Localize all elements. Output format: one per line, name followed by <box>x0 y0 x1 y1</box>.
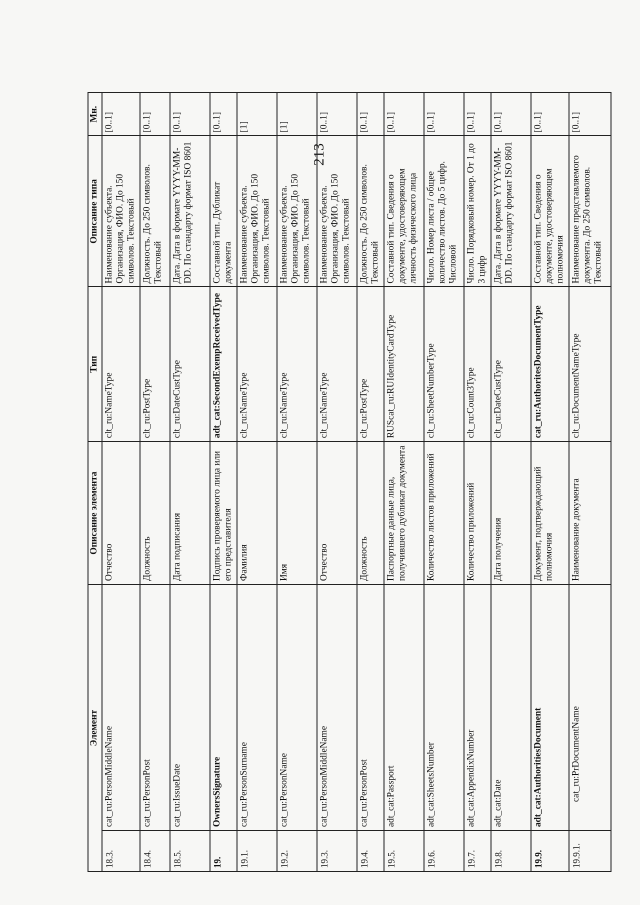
cell-element: cat_ru:PersonMiddleName <box>317 585 357 831</box>
cell-multiplicity: [1] <box>237 93 277 136</box>
cell-multiplicity: [0..1] <box>317 93 357 136</box>
header-type: Тип <box>88 287 102 442</box>
cell-multiplicity: [0..1] <box>357 93 384 136</box>
cell-type-desc: Наименование субъекта. Организация, ФИО. До 150 символов. Текстовый <box>317 136 357 287</box>
cell-element: OwnersSignature <box>210 585 237 831</box>
cell-number: 19.8. <box>491 831 531 872</box>
header-element-desc: Описание элемента <box>88 442 102 585</box>
cell-type: clt_ru:SheetNumberType <box>424 287 464 442</box>
cell-type: clt_ru:NameType <box>102 287 140 442</box>
cell-multiplicity: [0..1] <box>424 93 464 136</box>
cell-number: 19.9. <box>531 831 569 872</box>
cell-number: 19.6. <box>424 831 464 872</box>
cell-number: 19.4. <box>357 831 384 872</box>
cell-type: clt_ru:Count3Type <box>464 287 491 442</box>
table-row <box>277 93 317 872</box>
cell-element-desc: Количество приложений <box>464 442 491 585</box>
cell-type-desc: Составной тип. Сведения о документе, удостоверяющем личность физического лица <box>384 136 424 287</box>
cell-number: 19.3. <box>317 831 357 872</box>
table-row <box>357 93 384 872</box>
table-row <box>102 93 140 872</box>
cell-number: 18.3. <box>102 831 140 872</box>
cell-number: 19.1. <box>237 831 277 872</box>
cell-element-desc: Документ, подтверждающий полномочия <box>531 442 569 585</box>
cell-type: clt_ru:DocumentNameType <box>569 287 611 442</box>
cell-type: adt_cat:SecondExempReceivedType <box>210 287 237 442</box>
cell-element: cat_ru:IssueDate <box>170 585 210 831</box>
table-row <box>384 93 424 872</box>
cell-element: adt_cat:SheetsNumber <box>424 585 464 831</box>
cell-element-desc: Паспортные данные лица, получившего дубликат документа <box>384 442 424 585</box>
table-row <box>237 93 277 872</box>
cell-number: 18.5. <box>170 831 210 872</box>
cell-element-desc: Наименование документа <box>569 442 611 585</box>
cell-number: 19.7. <box>464 831 491 872</box>
cell-element: cat_ru:PersonPost <box>140 585 170 831</box>
cell-multiplicity: [1] <box>277 93 317 136</box>
header-type-desc: Описание типа <box>88 136 102 287</box>
header-multiplicity: Мн. <box>88 93 102 136</box>
table-row <box>140 93 170 872</box>
schema-table <box>88 92 612 872</box>
cell-multiplicity: [0..1] <box>384 93 424 136</box>
cell-type-desc: Должность. До 250 символов. Текстовый <box>140 136 170 287</box>
table-row <box>491 93 531 872</box>
cell-number: 19.5. <box>384 831 424 872</box>
cell-type-desc: Составной тип. Дубликат документа <box>210 136 237 287</box>
cell-element-desc: Дата получения <box>491 442 531 585</box>
cell-element-desc: Фамилия <box>237 442 277 585</box>
cell-type-desc: Наименование представляемого документа. До 250 символов. Текстовый <box>569 136 611 287</box>
cell-type-desc: Составной тип. Сведения о документе, удостоверяющем полномочия <box>531 136 569 287</box>
cell-element: adt_cat:AuthoritiesDocument <box>531 585 569 831</box>
cell-type-desc: Число. Порядковый номер. От 1 до 3 цифр <box>464 136 491 287</box>
cell-element-desc: Количество листов приложений <box>424 442 464 585</box>
cell-multiplicity: [0..1] <box>140 93 170 136</box>
cell-type-desc: Число. Номер листа / общее количество листов. До 5 цифр. Числовой <box>424 136 464 287</box>
table-row <box>464 93 491 872</box>
cell-element-desc: Имя <box>277 442 317 585</box>
cell-type: clt_ru:NameType <box>237 287 277 442</box>
cell-number: 19. <box>210 831 237 872</box>
cell-element: cat_ru:PersonSurname <box>237 585 277 831</box>
cell-type: cat_ru:AuthoritesDocumentType <box>531 287 569 442</box>
cell-type: clt_ru:PostType <box>140 287 170 442</box>
cell-element: cat_ru:PrDocumentName <box>569 585 611 831</box>
cell-element: adt_cat:Date <box>491 585 531 831</box>
table-row <box>170 93 210 872</box>
table-row <box>569 93 611 872</box>
table-row <box>531 93 569 872</box>
cell-multiplicity: [0..1] <box>170 93 210 136</box>
table-row <box>424 93 464 872</box>
cell-element-desc: Отчество <box>102 442 140 585</box>
cell-type: clt_ru:NameType <box>317 287 357 442</box>
cell-multiplicity: [0..1] <box>531 93 569 136</box>
cell-type-desc: Должность. До 250 символов. Текстовый <box>357 136 384 287</box>
cell-number: 19.2. <box>277 831 317 872</box>
cell-element-desc: Должность <box>357 442 384 585</box>
cell-type: clt_ru:NameType <box>277 287 317 442</box>
cell-element-desc: Подпись проверяемого лица или его представителя <box>210 442 237 585</box>
table-header-row <box>88 93 102 872</box>
cell-type: clt_ru:DateCustType <box>170 287 210 442</box>
cell-type: clt_ru:DateCustType <box>491 287 531 442</box>
cell-element: adt_cat:AppendixNumber <box>464 585 491 831</box>
cell-element: cat_ru:PersonMiddleName <box>102 585 140 831</box>
table-row <box>317 93 357 872</box>
page-number: 213 <box>311 143 328 166</box>
cell-multiplicity: [0..1] <box>569 93 611 136</box>
cell-type-desc: Дата. Дата в формате YYYY-MM-DD. По стандарту формат ISO 8601 <box>170 136 210 287</box>
cell-element: cat_ru:PersonName <box>277 585 317 831</box>
cell-number: 18.4. <box>140 831 170 872</box>
cell-element: cat_ru:PersonPost <box>357 585 384 831</box>
cell-type-desc: Наименование субъекта. Организация, ФИО. До 150 символов. Текстовый <box>102 136 140 287</box>
cell-multiplicity: [0..1] <box>491 93 531 136</box>
header-element: Элемент <box>88 585 102 872</box>
cell-element-desc: Отчество <box>317 442 357 585</box>
cell-number: 19.9.1. <box>569 831 611 872</box>
cell-type: RUScat_ru:RUIdentityCardType <box>384 287 424 442</box>
table-row <box>210 93 237 872</box>
cell-type-desc: Наименование субъекта. Организация, ФИО. До 150 символов. Текстовый <box>277 136 317 287</box>
rotated-table-container <box>88 92 604 872</box>
cell-type-desc: Дата. Дата в формате YYYY-MM-DD. По стандарту формат ISO 8601 <box>491 136 531 287</box>
cell-multiplicity: [0..1] <box>102 93 140 136</box>
cell-type-desc: Наименование субъекта. Организация, ФИО. До 150 символов. Текстовый <box>237 136 277 287</box>
cell-type: clt_ru:PostType <box>357 287 384 442</box>
cell-element-desc: Должность <box>140 442 170 585</box>
cell-multiplicity: [0..1] <box>210 93 237 136</box>
cell-element-desc: Дата подписания <box>170 442 210 585</box>
cell-multiplicity: [0..1] <box>464 93 491 136</box>
cell-element: adt_cat:Passport <box>384 585 424 831</box>
